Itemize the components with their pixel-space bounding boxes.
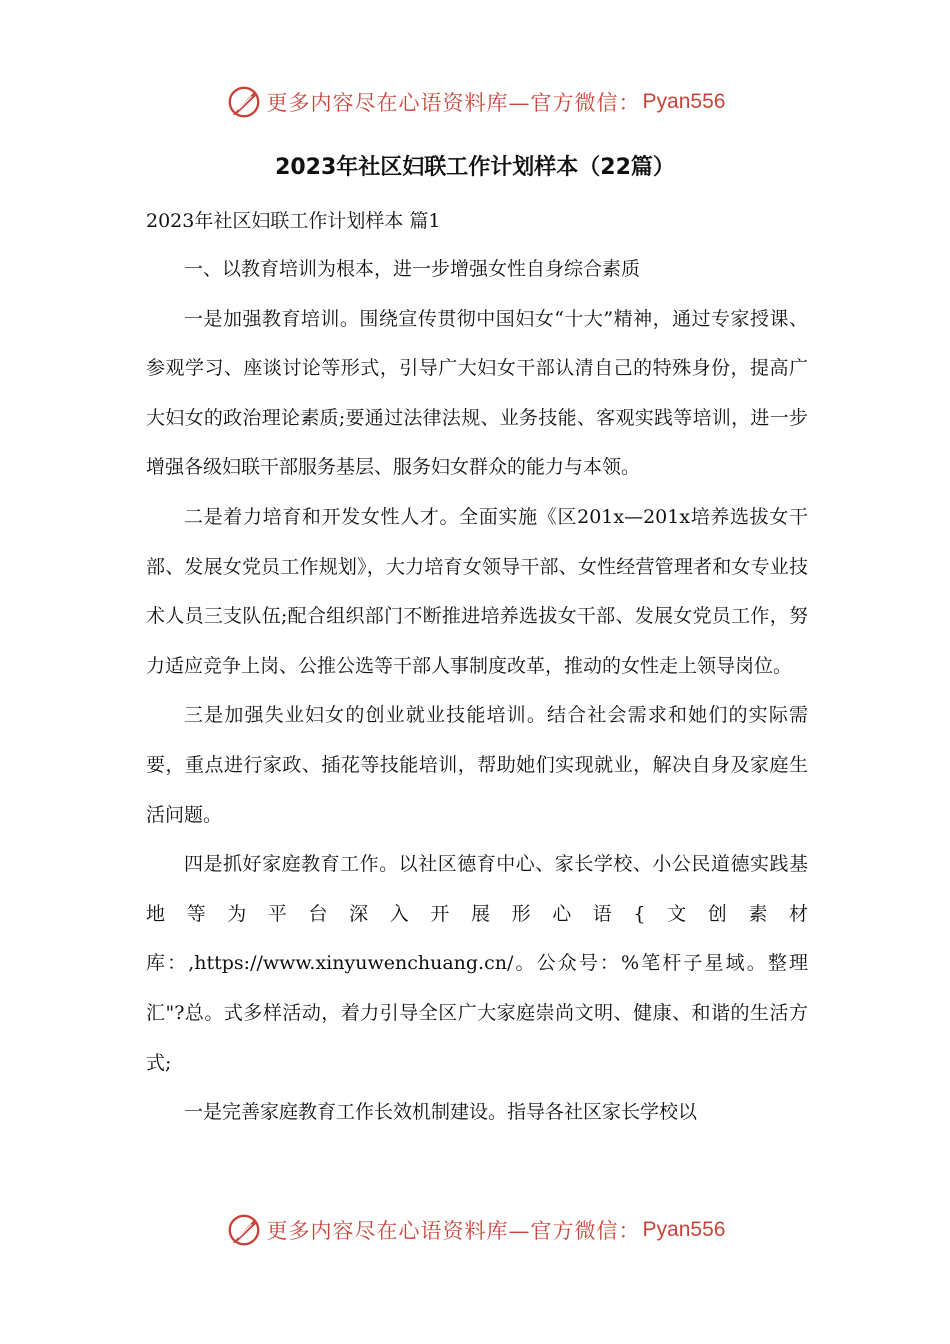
feather-pen-logo-icon — [225, 83, 263, 121]
footer-banner-text: 更多内容尽在心语资料库—官方微信： — [266, 1219, 641, 1243]
footer-banner-wechat-id: Pyan556 — [642, 1218, 726, 1241]
paragraph-6: 一是完善家庭教育工作长效机制建设。指导各社区家长学校以 — [184, 1101, 698, 1124]
paragraph-1: 一、以教育培训为根本，进一步增强女性自身综合素质 — [184, 258, 641, 280]
footer-banner — [0, 1210, 950, 1250]
paragraph-2: 一是加强教育培训。围绕宣传贯彻中国妇女“十大”精神，通过专家授课、参观学习、座谈讨论等形式，引导广大妇女干部认清自己的特殊身份，提高广大妇女的政治理论素质;要通过法律法规、业务技能、客观实践等培训，进一步增强各级妇联干部服务基层、服务妇女群众的能力与本领。 — [146, 307, 808, 479]
section-heading: 2023年社区妇联工作计划样本 篇1 — [146, 210, 441, 232]
document-title: 2023年社区妇联工作计划样本（22篇） — [275, 155, 675, 180]
header-banner — [0, 82, 950, 122]
paragraph-4: 三是加强失业妇女的创业就业技能培训。结合社会需求和她们的实际需要，重点进行家政、插花等技能培训，帮助她们实现就业，解决自身及家庭生活问题。 — [146, 704, 808, 826]
feather-pen-logo-icon — [225, 1211, 263, 1249]
document-body — [146, 245, 808, 1138]
paragraph-3: 二是着力培育和开发女性人才。全面实施《区201x—201x培养选拔女干部、发展女党员工作规划》，大力培育女领导干部、女性经营管理者和女专业技术人员三支队伍;配合组织部门不断推进培养选拔女干部、发展女党员工作，努力适应竞争上岗、公推公选等干部人事制度改革，推动的女性走上领导岗位。 — [146, 505, 808, 677]
paragraph-5: 四是抓好家庭教育工作。以社区德育中心、家长学校、小公民道德实践基地等为平台深入开展形心语{文创素材库：,https://www.xinyuwenchuang.cn/。公众号：%笔杆子星域。整理汇"?总。式多样活动，着力引导全区广大家庭崇尚文明、健康、和谐的生活方式; — [146, 853, 808, 1074]
header-banner-wechat-id: Pyan556 — [642, 90, 726, 113]
header-banner-text: 更多内容尽在心语资料库—官方微信： — [266, 91, 641, 115]
